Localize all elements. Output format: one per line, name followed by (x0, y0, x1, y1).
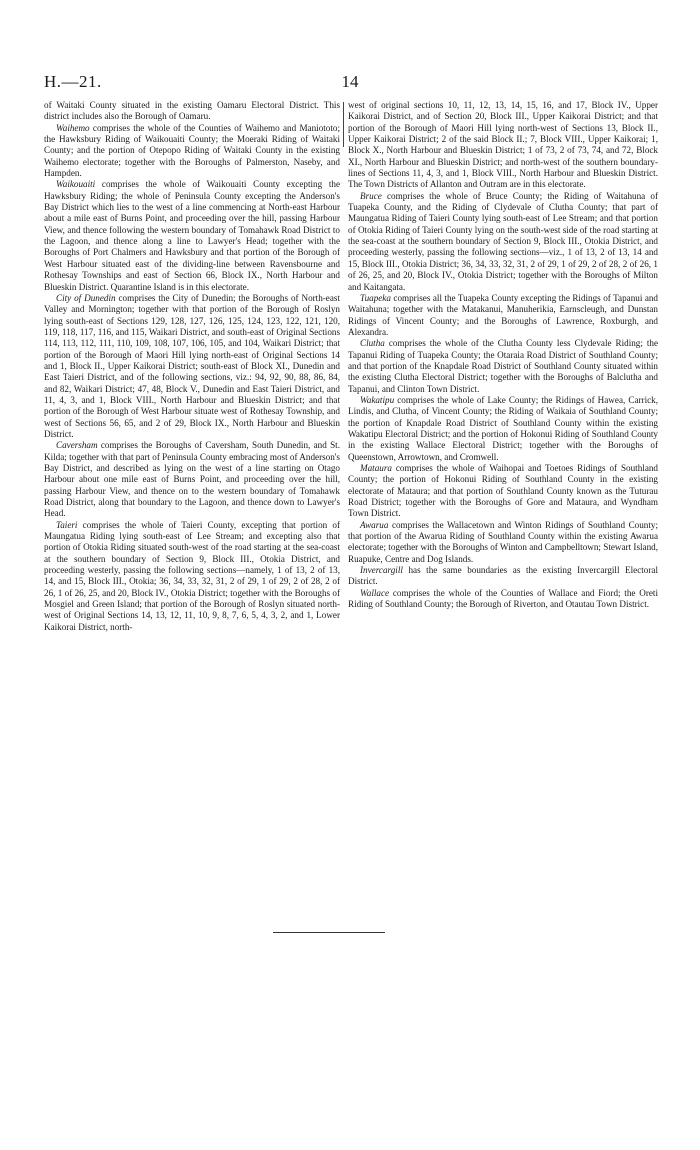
paragraph-text: comprises the whole of Bruce County; the Riding of Waitahuna of Tuapeka County, and the Riding of Clydevale of Clutha County; that part of Maungatua Riding of Taieri County lying south-east of Lee Stream; and that portion of Otokia Riding of Taieri County lying on the south-west side of the road starting at the sea-coast at the southern boundary of Section 9, Block III., Otokia District, and proceeding westerly, passing the following sections—viz., 1 of 13, 2 of 13, 14 and 15, Block III., Otokia District; 36, 34, 33, 32, 31, 2 of 29, 1 of 29, 2 of 28, 2 of 26, 1 of 26, 25, and 20, Block IV., Otokia District; together with the Boroughs of Milton and Kaitangata. (348, 190, 658, 292)
paragraph-text: comprises the whole of the Clutha County less Clydevale Riding; the Tapanui Riding of Tuapeka County; the Otaraia Road District of Southland County; and that portion of the Knapdale Road District of Southland County situated within the existing Clutha Electoral District; together with the Boroughs of Balclutha and Tapanui, and Clinton Town District. (348, 338, 658, 394)
paragraph-text: comprises the whole of Taieri County, excepting that portion of Maungatua Riding lying south-east of Lee Stream; and excepting also that portion of Otokia Riding situated south-west of the road starting at the sea-coast at the southern boundary of Section 9, Block III., Otokia District, and proceeding westerly, passing the following sections—namely, 1 of 13, 2 of 13, 14, and 15, Block III., Otokia; 36, 34, 33, 32, 31, 2 of 29, 1 of 29, 2 of 28, 2 of 26, 1 of 26, 25, and 20, Block IV., Otokia District; together with the Boroughs of Mosgiel and Green Island; that portion of the Borough of Roslyn situated north-west of Original Sections 14, 13, 12, 11, 10, 9, 8, 7, 6, 5, 4, 3, 2, and 1, Lower Kaikorai District, north- (44, 519, 340, 632)
electorate-name: Bruce (360, 190, 382, 201)
document-reference: H.—21. (44, 72, 102, 91)
electorate-name: Caversham (56, 440, 98, 451)
left-column (44, 100, 340, 633)
paragraph-text: comprises the whole of Waihopai and Toetoes Ridings of Southland County; the portion of Hokonui Riding of Southland County in the existing electorate of Mataura; and that portion of Southland County known as the Tuturau Road District; together with the Boroughs of Gore and Mataura, and Wyndham Town District. (348, 463, 658, 519)
paragraph (44, 179, 340, 292)
electorate-name: Mataura (360, 463, 392, 473)
electorate-name: Clutha (360, 338, 385, 349)
paragraph (44, 100, 340, 123)
paragraph (348, 588, 658, 611)
column-divider (343, 102, 344, 147)
paragraph-text: comprises the Wallacetown and Winton Ridings of Southland County; that portion of the Awarua Riding of Southland County within the existing Awarua electorate; together with the Boroughs of Winton and Campbelltown; Stewart Island, Ruapuke, Centre and Dog Islands. (348, 519, 658, 564)
electorate-name: Invercargill (360, 565, 403, 576)
paragraph-text: comprises the City of Dunedin; the Boroughs of North-east Valley and Mornington; together with that portion of the Borough of Roslyn lying south-east of Sections 129, 128, 127, 126, 125, 124, 123, 122, 121, 120, 119, 118, 117, 116, and 115, Waikari District, and south-east of Original Sections 114, 113, 112, 111, 110, 109, 108, 107, 106, 105, and 104, Waikari District; that portion of the Borough of Maori Hill lying north-east of Original Sections 14 and 1, Block II., Upper Kaikorai District; south-east of Block XI., Dunedin and East Taieri District, and of the following sections, viz.: 94, 92, 90, 88, 86, 84, and 82, Waikari District; 47, 48, Block V., Dunedin and East Taieri District, and 11, 4, 3, and 1, Block VIII., North Harbour and Blueskin District; and that portion of the Borough of West Harbour situate west of Rothesay Township, and west of Sections 56, 65, and 2 of 29, Block IX., North Harbour and Blueskin District. (44, 292, 340, 439)
paragraph (348, 565, 658, 588)
electorate-name: Wakatipu (360, 394, 395, 405)
electorate-name: City of Dunedin (56, 292, 116, 303)
paragraph-text: west of original sections 10, 11, 12, 13, 14, 15, 16, and 17, Block IV., Upper Kaikorai District, and of Section 20, Block III., Upper Kaikorai District; and that portion of the Borough of Maori Hill lying north-west of Sections 13, Block II., Upper Kaikorai District; 2 of the said Block II.; 7, Block VIII., Upper Kaikorai; 1, Block X., North Harbour and Blueskin District; 1 of 73, 2 of 73, 74, and 72, Block XI., North Harbour and Blueskin District; and north-west of the southern boundary-lines of Sections 11, 4, 3, and 1, Block VIII., North Harbour and Blueskin District. The Town Districts of Allanton and Outram are in this electorate. (348, 100, 658, 190)
paragraph-text: comprises all the Tuapeka County excepting the Ridings of Tapanui and Waitahuna; together with the Matakanui, Manuherikia, Earnscleugh, and Dunstan Ridings of Vincent County; and the Boroughs of Lawrence, Roxburgh, and Alexandra. (348, 292, 658, 337)
paragraph-text: has the same boundaries as the existing Invercargill Electoral District. (348, 565, 658, 587)
paragraph-text: comprises the whole of the Counties of Waihemo and Maniototo; the Hawksbury Riding of Waikouaiti County; the Moeraki Riding of Waitaki County; and the portion of Otepopo Riding of Waitaki County in the existing Waihemo electorate; together with the Boroughs of Palmerston, Naseby, and Hampden. (44, 122, 340, 179)
paragraph-text: comprises the whole of Waikouaiti County excepting the Hawksbury Riding; the whole of Peninsula County excepting the Anderson's Bay District which lies to the west of a line commencing at North-east Harbour about a mile east of Burns Point, and proceeding over the hill, passing Harbour View, and thence following the western boundary of Tomahawk Road District to the Lagoon, and thence along a line to Lawyer's Head; together with the Boroughs of Port Chalmers and Hawksbury and that portion of the Borough of West Harbour situated east of the dividing-line between Ravensbourne and Rothesay Townships and east of Section 66, Block IX., North Harbour and Blueskin District. Quarantine Island is in this electorate. (44, 179, 340, 292)
paragraph (348, 100, 658, 191)
electorate-name: Awarua (360, 519, 389, 530)
paragraph (348, 338, 658, 395)
page-number: 14 (341, 72, 359, 91)
paragraph (44, 520, 340, 633)
paragraph-text: comprises the whole of Lake County; the Ridings of Hawea, Carrick, Lindis, and Clutha, of Vincent County; the Riding of Waikaia of Southland County; the portion of Knapdale Road District of Southland County within the existing Wakatipu Electoral District; and the portion of Hokonui Riding of Southland County in the existing Wallace Electoral District; together with the Boroughs of Queenstown, Arrowtown, and Cromwell. (348, 394, 658, 462)
paragraph (44, 293, 340, 440)
section-rule (273, 932, 385, 933)
electorate-name: Tuapeka (360, 292, 391, 303)
text-columns (44, 100, 658, 820)
paragraph (348, 191, 658, 293)
electorate-name: Waihemo (56, 122, 90, 133)
paragraph (348, 520, 658, 565)
paragraph (44, 440, 340, 519)
paragraph (348, 395, 658, 463)
electorate-name: Waikouaiti (56, 179, 96, 190)
electorate-name: Taieri (56, 519, 78, 530)
right-column (348, 100, 658, 610)
paragraph-text: comprises the Boroughs of Caversham, South Dunedin, and St. Kilda; together with that part of Peninsula County embracing most of Anderson's Bay District, and described as lying on the west of a line starting on Otago Harbour about one mile east of Burns Point, and proceeding over the hill, passing Harbour View, and thence on to the western boundary of Tomahawk Road District, along that boundary to the Lagoon, and thence down to Lawyer's Head. (44, 440, 340, 519)
paragraph (348, 463, 658, 520)
paragraph (44, 123, 340, 180)
electorate-name: Wallace (360, 587, 390, 598)
paragraph-text: comprises the whole of the Counties of Wallace and Fiord; the Oreti Riding of Southland County; the Borough of Riverton, and Otautau Town District. (348, 587, 658, 610)
paragraph (348, 293, 658, 338)
paragraph-text: of Waitaki County situated in the existing Oamaru Electoral District. This district includes also the Borough of Oamaru. (44, 100, 340, 122)
